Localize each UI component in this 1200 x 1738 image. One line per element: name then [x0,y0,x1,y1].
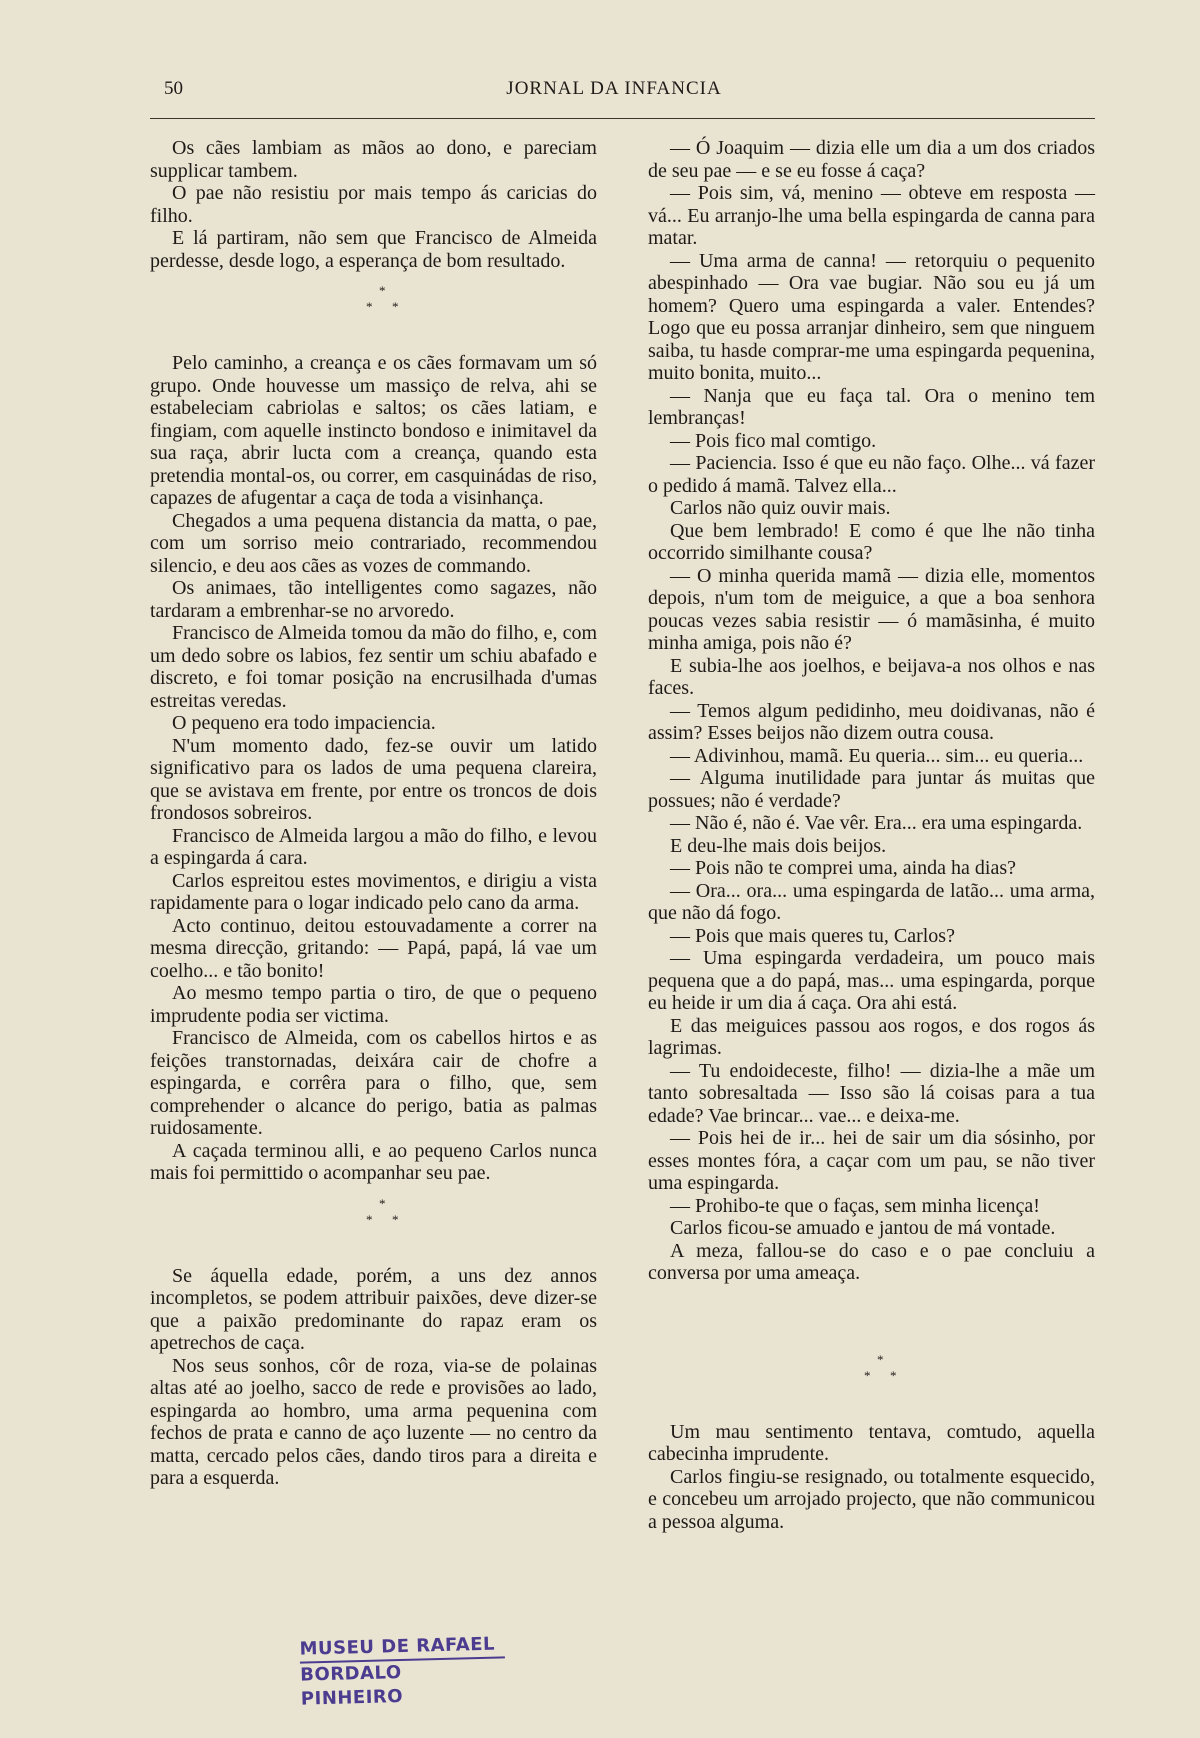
paragraph: Francisco de Almeida, com os cabellos hirtos e as feições transtornadas, deixára cair de chofre a espingarda, e corrêra para o filho, que, sem comprehender o alcance do perigo, batia as palmas ruidosamente. [150,1027,597,1139]
journal-title: JORNAL DA INFANCIA [506,78,722,99]
right-column [648,137,1095,1533]
asterism-star: * [890,1367,897,1383]
paragraph: A meza, fallou-se do caso e o pae concluiu a conversa por uma ameaça. [648,1239,1095,1284]
paragraph: Carlos fingiu-se resignado, ou totalmente esquecido, e concebeu um arrojado projecto, que não communicou a pessoa alguma. [648,1465,1095,1533]
section-divider [150,1191,597,1251]
paragraph: — Uma arma de canna! — retorquiu o pequenito abespinhado — Ora vae bugiar. Não sou eu já um homem? Quero uma espingarda a valer. Entendes? Logo que eu possa arranjar dinheiro, sem que ninguem saiba, tu hasde comprar-me uma espingarda pequenina, muito bonita, muito... [648,249,1095,384]
paragraph: — Adivinhou, mamã. Eu queria... sim... eu queria... [670,744,1084,767]
paragraph: — Uma espingarda verdadeira, um pouco mais pequena que a do papá, mas... uma espingarda, porque eu heide ir um dia á caça. Ora ahi está. [648,947,1095,1014]
paragraph: E lá partiram, não sem que Francisco de Almeida perdesse, desde logo, a esperança de bom resultado. [150,227,597,272]
section-divider [648,1347,1095,1407]
paragraph: Francisco de Almeida tomou da mão do filho, e, com um dedo sobre os labios, fez sentir um schiu abafado e discreto, e foi tomar posição na encrusilhada d'umas estreitas veredas. [150,622,597,712]
paragraph: N'um momento dado, fez-se ouvir um latido significativo para os lados de uma pequena clareira, que se avistava em frente, por entre os troncos de dois frondosos sobreiros. [150,734,597,824]
stamp-line-2: BORDALO PINHEIRO [300,1656,506,1711]
header-rule [150,118,1095,119]
asterism-star: * [379,1195,386,1211]
paragraph: — O minha querida mamã — dizia elle, momentos depois, n'um tom de meiguice, a que a boa senhora poucas vezes sabia resistir — ó mamãsinha, é muito minha amiga, pois não é? [648,564,1095,654]
paragraph: Ao mesmo tempo partia o tiro, de que o pequeno imprudente podia ser victima. [150,982,597,1027]
asterism-star: * [877,1351,884,1367]
paragraph: — Ó Joaquim — dizia elle um dia a um dos criados de seu pae — e se eu fosse á caça? [648,137,1095,182]
paragraph: Chegados a uma pequena distancia da matta, o pae, com um sorriso meio contrariado, recommendou silencio, e deu aos cães as vozes de commando. [150,509,597,577]
asterism-star: * [864,1367,871,1383]
paragraph: E das meiguices passou aos rogos, e dos rogos ás lagrimas. [648,1014,1095,1059]
page-header [164,78,1064,106]
paragraph: E deu-lhe mais dois beijos. [670,834,887,857]
asterism-star: * [379,283,386,298]
paragraph: — Nanja que eu faça tal. Ora o menino tem lembranças! [648,384,1095,429]
paragraph: Pelo caminho, a creança e os cães formavam um só grupo. Onde houvesse um massiço de relva, ahi se estabeleciam cabriolas e saltos; os cães latiam, e fingiam, com aquelle instincto bondoso e inimitavel da sua raça, abrir lucta com a creança, quando esta pretendia montal-os, ou correr, em casquinádas de riso, capazes de afugentar a caça de toda a visinhança. [150,352,597,509]
paragraph: Carlos não quiz ouvir mais. [670,497,891,519]
paragraph: Francisco de Almeida largou a mão do filho, e levou a espingarda á cara. [150,824,597,869]
paragraph: Acto continuo, deitou estouvadamente a correr na mesma direcção, gritando: — Papá, papá, lá vae um coelho... e tão bonito! [150,914,597,982]
asterism-star: * [392,1211,399,1227]
asterism-star: * [366,1211,373,1227]
paragraph: A caçada terminou alli, e ao pequeno Carlos nunca mais foi permittido o acompanhar seu pae. [150,1139,597,1184]
paragraph: — Ora... ora... uma espingarda de latão... uma arma, que não dá fogo. [648,879,1095,924]
paragraph: — Não é, não é. Vae vêr. Era... era uma espingarda. [670,812,1083,834]
asterism-star: * [392,299,399,314]
paragraph: Se áquella edade, porém, a uns dez annos incompletos, se podem attribuir paixões, deve dizer-se que a paixão predominante do rapaz eram os apetrechos de caça. [150,1264,597,1354]
paragraph: — Pois fico mal comtigo. [670,429,877,452]
paragraph: — Pois que mais queres tu, Carlos? [670,924,955,947]
paragraph: — Pois hei de ir... hei de sair um dia sósinho, por esses montes fóra, a caçar com um pau, se não tiver uma espingarda. [648,1127,1095,1194]
paragraph: — Pois não te comprei uma, ainda ha dias? [670,857,1017,879]
paragraph: E subia-lhe aos joelhos, e beijava-a nos olhos e nas faces. [648,654,1095,699]
paragraph: O pequeno era todo impaciencia. [172,712,436,734]
paragraph: — Temos algum pedidinho, meu doidivanas, não é assim? Esses beijos não dizem outra cousa. [648,699,1095,744]
paragraph: Um mau sentimento tentava, comtudo, aquella cabecinha imprudente. [648,1420,1095,1465]
paragraph: Os cães lambiam as mãos ao dono, e pareciam supplicar tambem. [150,137,597,182]
paragraph: Carlos espreitou estes movimentos, e dirigiu a vista rapidamente para o logar indicado pelo cano da arma. [150,869,597,914]
paragraph: Carlos ficou-se amuado e jantou de má vontade. [670,1217,1056,1239]
section-divider [150,278,597,338]
museum-stamp [299,1632,505,1710]
paragraph: — Tu endoideceste, filho! — dizia-lhe a mãe um tanto sobresaltada — Isso são lá coisas para a tua edade? Vae brincar... vae... e deixa-me. [648,1059,1095,1127]
spacer [648,1285,1095,1341]
paragraph: Que bem lembrado! E como é que lhe não tinha occorrido similhante cousa? [648,519,1095,564]
paragraph: — Prohibo-te que o faças, sem minha licença! [670,1194,1040,1217]
paragraph: — Paciencia. Isso é que eu não faço. Olhe... vá fazer o pedido á mamã. Talvez ella... [648,452,1095,497]
left-column [150,137,597,1490]
paragraph: Nos seus sonhos, côr de roza, via-se de polainas altas até ao joelho, sacco de rede e provisões ao lado, espingarda ao hombro, uma arma pequenina com fechos de prata e canno de aço luzente — no centro da matta, cercado pelos cães, dando tiros para a direita e para a esquerda. [150,1354,597,1489]
asterism-star: * [366,299,373,314]
page-number: 50 [164,78,183,99]
paragraph: O pae não resistiu por mais tempo ás caricias do filho. [150,182,597,227]
paragraph: — Alguma inutilidade para juntar ás muitas que possues; não é verdade? [648,767,1095,812]
stamp-line-1: MUSEU DE RAFAEL [299,1633,496,1660]
paragraph: — Pois sim, vá, menino — obteve em resposta — vá... Eu arranjo-lhe uma bella espingarda de canna para matar. [648,182,1095,249]
paragraph: Os animaes, tão intelligentes como sagazes, não tardaram a embrenhar-se no arvoredo. [150,577,597,622]
